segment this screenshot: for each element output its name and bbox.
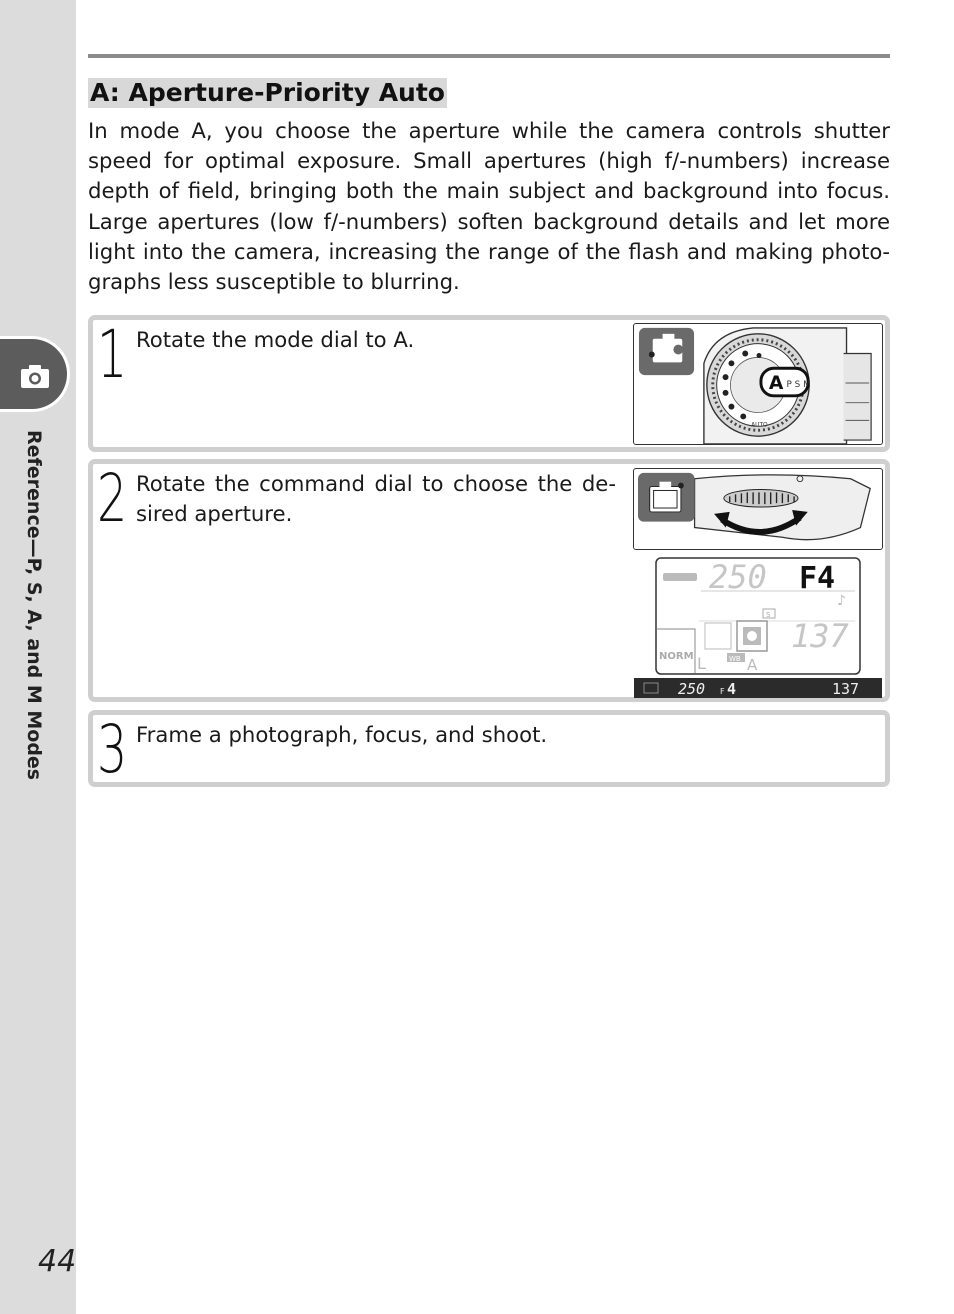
- step-1-number: 1: [97, 316, 128, 393]
- lcd-shots-remaining: 137: [791, 617, 849, 655]
- step-3-text: Frame a photograph, focus, and shoot.: [136, 722, 548, 747]
- control-panel-lcd: [655, 557, 861, 675]
- top-rule: [88, 54, 890, 58]
- lcd-shutter-speed: 250: [709, 558, 767, 596]
- lcd-s-label: S: [766, 611, 771, 619]
- section-side-label: Reference—P, S, A, and M Modes: [23, 430, 45, 781]
- viewfinder-display: [634, 678, 882, 698]
- command-dial-illustration: [633, 468, 883, 550]
- intro-paragraph: In mode A, you choose the aperture while the camera controls shutter speed for optimal exposure. Small apertures (high f/-numbers) increase depth of field, bringing both the main subject and background into focus. Large apertures (low f/-numbers) soften background details and let more light into the camera, increasing the range of the flash and making photographs less susceptible to blurring.: [88, 118, 890, 295]
- svg-text:♪: ♪: [837, 593, 846, 609]
- mode-dial-side-labels: P S M: [786, 379, 811, 390]
- lcd-wb-label: WB: [729, 655, 741, 663]
- camera-front-icon: [650, 482, 684, 512]
- step-2-text: Rotate the command dial to choose the desired aperture.: [136, 471, 616, 526]
- page-number: 44: [38, 1244, 77, 1279]
- section-title: A: Aperture-Priority Auto: [90, 78, 445, 107]
- lcd-wb-value: A: [747, 656, 758, 674]
- mode-dial-a-label: A: [768, 372, 784, 394]
- step-3-number: 3: [97, 711, 128, 788]
- step-1-box: [88, 315, 890, 452]
- mode-dial-illustration: [633, 323, 883, 445]
- step-1-text: Rotate the mode dial to A.: [136, 327, 415, 352]
- camera-icon: [20, 363, 50, 389]
- lcd-quality-label: NORM: [659, 651, 694, 662]
- vf-shots-remaining: 137: [832, 680, 860, 698]
- vf-aperture-value: 4: [727, 680, 737, 698]
- mode-dial-auto-label: AUTO: [751, 422, 768, 429]
- step-2-box: [88, 459, 890, 702]
- vf-aperture-prefix: F: [720, 687, 725, 696]
- vf-shutter-speed: 250: [678, 680, 706, 698]
- lcd-aperture: F4: [799, 561, 836, 596]
- lcd-size-label: L: [697, 654, 706, 673]
- step-3-box: [88, 710, 890, 787]
- step-2-number: 2: [97, 460, 128, 537]
